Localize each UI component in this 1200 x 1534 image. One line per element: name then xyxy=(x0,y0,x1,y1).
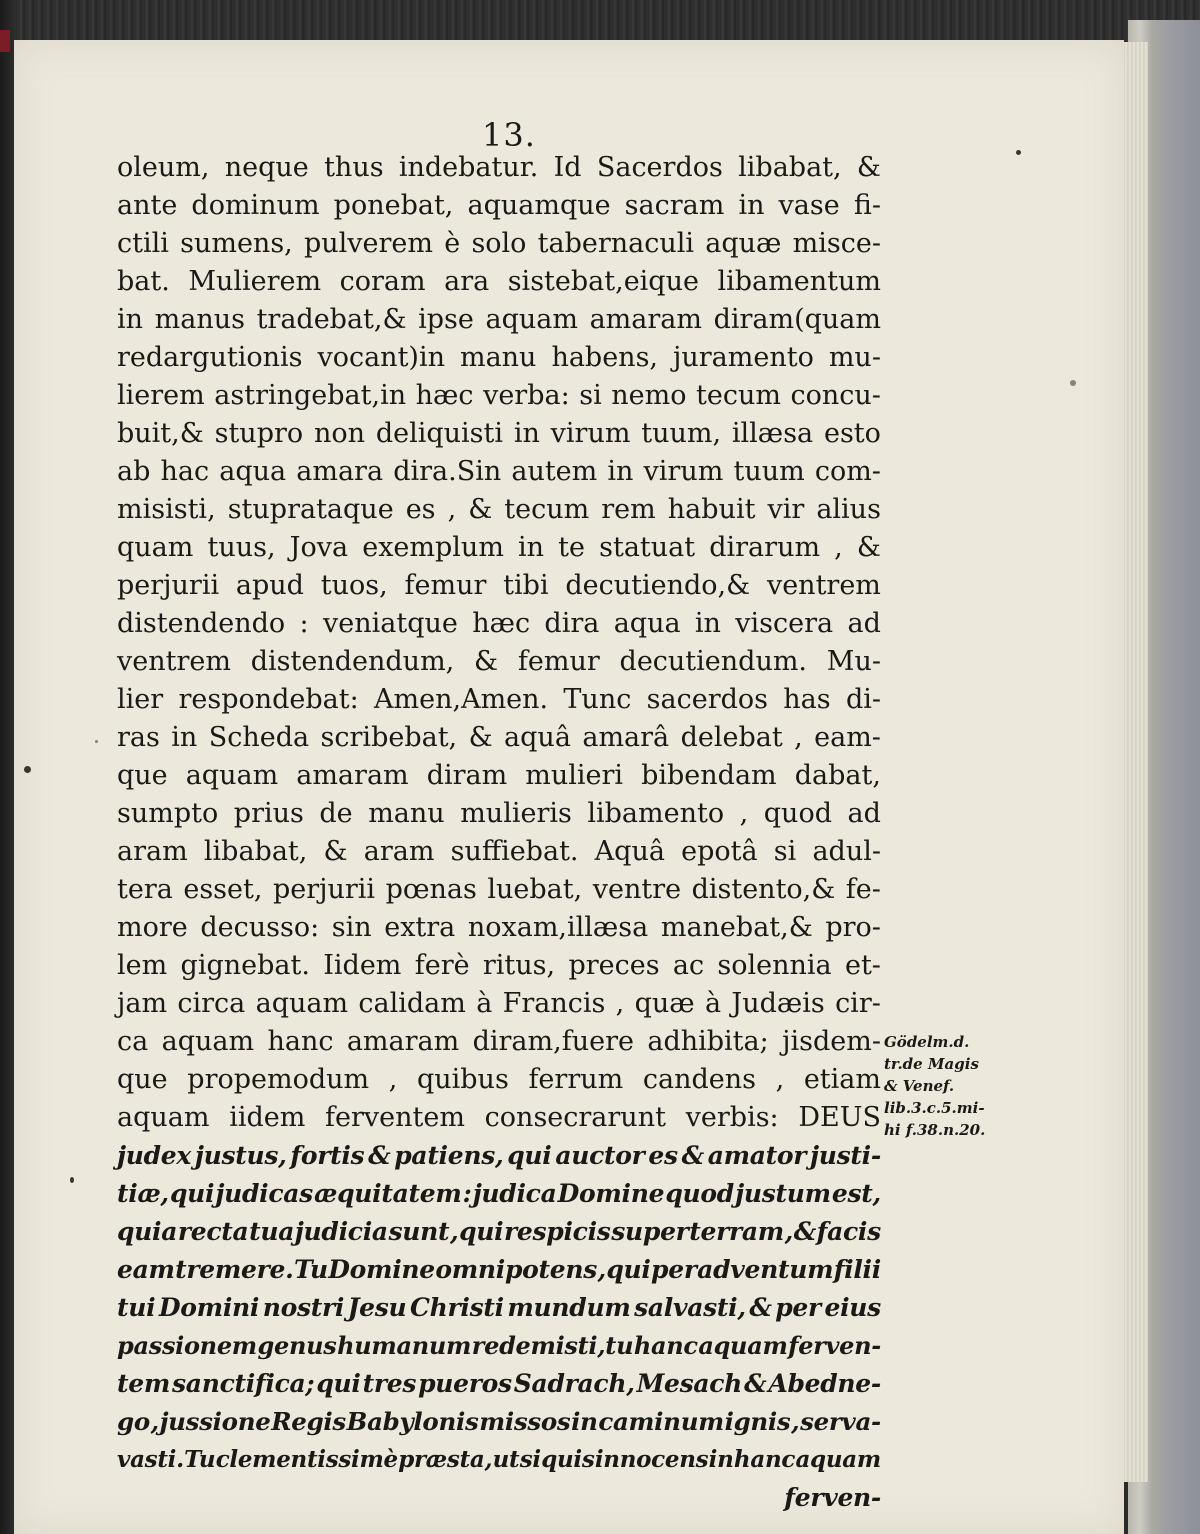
page-number: 13. xyxy=(482,116,536,154)
text-line: bat. Mulierem coram ara sistebat,eique libamentum xyxy=(117,266,881,297)
text-line: ab hac aqua amara dira.Sin autem in virum tuum com- xyxy=(117,456,881,487)
text-line-italic: tiæ, qui judicas æquitatem : judica Domine quod justum est, xyxy=(117,1179,881,1208)
margin-note-line: lib.3.c.5.mi- xyxy=(884,1099,985,1117)
text-line: misisti, stuprataque es , & tecum rem habuit vir alius xyxy=(117,494,881,525)
text-line: quam tuus, Jova exemplum in te statuat dirarum , & xyxy=(117,532,881,563)
text-line: lierem astringebat,in hæc verba: si nemo tecum concu- xyxy=(117,380,881,411)
text-line: que aquam amaram diram mulieri bibendam dabat, xyxy=(117,760,881,791)
paper-speck xyxy=(1070,380,1076,386)
text-line-italic: quia recta tua judicia sunt , qui respicis super terram , & facis xyxy=(117,1217,881,1246)
text-line: redargutionis vocant)in manu habens, juramento mu- xyxy=(117,342,881,373)
margin-note-line: & Venef. xyxy=(884,1077,955,1095)
catchword: ferven- xyxy=(784,1483,881,1512)
text-line-italic: eam tremere. Tu Domine omnipotens , qui per adventum filii xyxy=(117,1255,881,1284)
text-line: aram libabat, & aram suffiebat. Aquâ epotâ si adul- xyxy=(117,836,881,867)
text-line: more decusso: sin extra noxam,illæsa manebat,& pro- xyxy=(117,912,881,943)
text-line-italic: judex justus, fortis & patiens, qui auctor es & amator justi- xyxy=(117,1141,881,1170)
paper-speck xyxy=(1016,150,1021,155)
margin-note-line: Gödelm.d. xyxy=(884,1033,970,1051)
text-line: buit,& stupro non deliquisti in virum tuum, illæsa esto xyxy=(117,418,881,449)
text-line-italic: tem sanctifica; qui tres pueros Sadrach, Mesach & Abedne- xyxy=(117,1369,881,1398)
text-line: oleum, neque thus indebatur. Id Sacerdos libabat, & xyxy=(117,152,881,183)
text-line: ventrem distendendum, & femur decutiendum. Mu- xyxy=(117,646,881,677)
text-line: ca aquam hanc amaram diram,fuere adhibita; jisdem- xyxy=(117,1026,881,1057)
spine-ribbon-mark xyxy=(0,30,10,52)
text-line-italic: go , jussione Regis Babylonis missos in caminum ignis , serva- xyxy=(117,1407,881,1436)
text-line-italic: passionem genus humanum redemisti,tu hanc aquam ferven- xyxy=(117,1331,881,1360)
margin-note-line: hi f.38.n.20. xyxy=(884,1121,986,1139)
text-line: aquam iidem ferventem consecrarunt verbis: DEUS xyxy=(117,1102,881,1133)
text-line: que propemodum , quibus ferrum candens , etiam xyxy=(117,1064,881,1095)
margin-note xyxy=(884,1031,1008,1141)
text-line: ctili sumens, pulverem è solo tabernaculi aquæ misce- xyxy=(117,228,881,259)
text-line-italic: tui Domini nostri Jesu Christi mundum salvasti, & per eius xyxy=(117,1293,881,1322)
text-line: tera esset, perjurii pœnas luebat, ventre distento,& fe- xyxy=(117,874,881,905)
text-line: perjurii apud tuos, femur tibi decutiendo,& ventrem xyxy=(117,570,881,601)
text-line: lier respondebat: Amen,Amen. Tunc sacerdos has di- xyxy=(117,684,881,715)
text-line: ante dominum ponebat, aquamque sacram in vase fi- xyxy=(117,190,881,221)
paper-speck xyxy=(24,766,31,773)
text-line: ras in Scheda scribebat, & aquâ amarâ delebat , eam- xyxy=(117,722,881,753)
paper-speck xyxy=(70,1177,74,1183)
text-line: in manus tradebat,& ipse aquam amaram diram(quam xyxy=(117,304,881,335)
paper-speck xyxy=(95,740,98,743)
text-line: lem gignebat. Iidem ferè ritus, preces ac solennia et- xyxy=(117,950,881,981)
margin-note-line: tr.de Magis xyxy=(884,1055,979,1073)
text-line-italic: vasti. Tu clementissimè præsta, ut si quis innocens in hanc aquam xyxy=(117,1446,881,1473)
text-line: jam circa aquam calidam à Francis , quæ à Judæis cir- xyxy=(117,988,881,1019)
text-line: distendendo : veniatque hæc dira aqua in viscera ad xyxy=(117,608,881,639)
text-line: sumpto prius de manu mulieris libamento , quod ad xyxy=(117,798,881,829)
